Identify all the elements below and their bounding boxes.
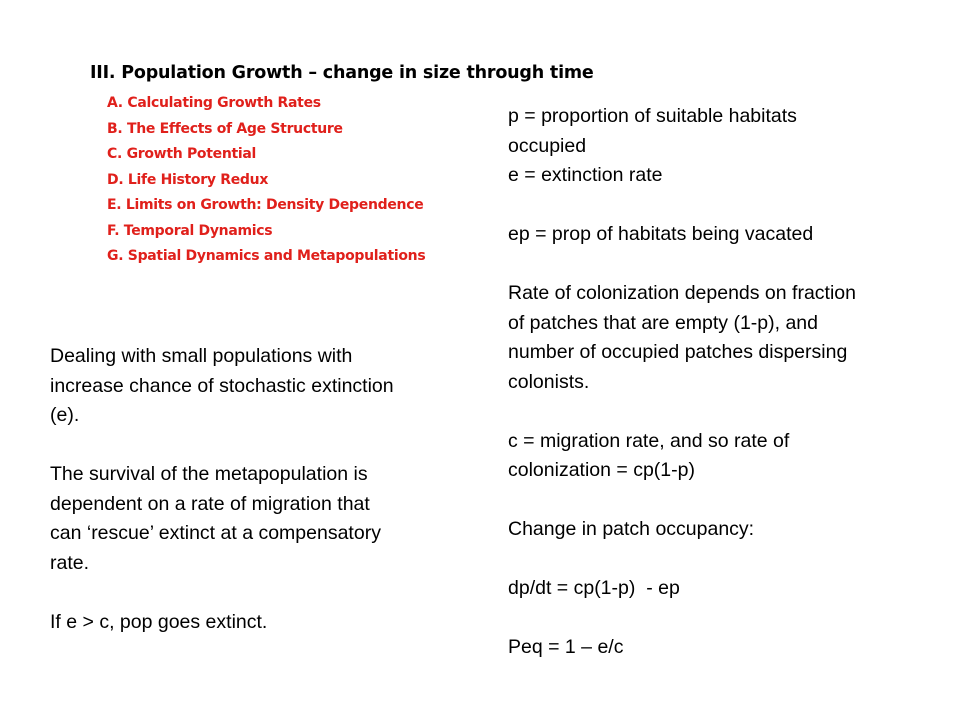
outline-list bbox=[107, 93, 425, 272]
e-definition: e = extinction rate bbox=[508, 164, 663, 186]
colonization-line-1: Rate of colonization depends on fraction bbox=[508, 282, 856, 304]
change-label: Change in patch occupancy: bbox=[508, 518, 755, 540]
survival-paragraph bbox=[50, 460, 490, 578]
survival-line-2: dependent on a rate of migration that bbox=[50, 492, 370, 515]
p-definition-line-2: occupied bbox=[508, 134, 587, 157]
outline-item-d: D. Life History Redux bbox=[107, 171, 269, 188]
outline-item-g: G. Spatial Dynamics and Metapopulations bbox=[107, 248, 426, 264]
c-definition-line-1: c = migration rate, and so rate of bbox=[508, 429, 790, 452]
c-definition-line-2: colonization = cp(1-p) bbox=[508, 459, 695, 481]
survival-line-4: rate. bbox=[50, 551, 90, 574]
small-populations-line-2: increase chance of stochastic extinction bbox=[50, 374, 394, 397]
rate-equation: dp/dt = cp(1-p) - ep bbox=[508, 577, 680, 599]
outline-item-f: F. Temporal Dynamics bbox=[107, 222, 273, 239]
outline-item-a: A. Calculating Growth Rates bbox=[107, 95, 321, 111]
outline-item-c: C. Growth Potential bbox=[107, 146, 257, 162]
small-populations-line-3: (e). bbox=[50, 404, 80, 426]
survival-line-3: can ‘rescue’ extinct at a compensatory bbox=[50, 522, 381, 544]
small-populations-paragraph bbox=[50, 342, 490, 431]
c-definition bbox=[508, 427, 948, 486]
outline-item-e: E. Limits on Growth: Density Dependence bbox=[107, 197, 424, 213]
colonization-line-4: colonists. bbox=[508, 370, 590, 393]
outline-item-b: B. The Effects of Age Structure bbox=[107, 120, 343, 137]
colonization-line-3: number of occupied patches dispersing bbox=[508, 341, 848, 363]
right-text-block bbox=[508, 102, 948, 663]
ep-definition: ep = prop of habitats being vacated bbox=[508, 223, 814, 245]
colonization-line-2: of patches that are empty (1-p), and bbox=[508, 311, 819, 334]
p-definition-line-1: p = proportion of suitable habitats bbox=[508, 105, 797, 127]
equilibrium-equation: Peq = 1 – e/c bbox=[508, 636, 624, 658]
small-populations-line-1: Dealing with small populations with bbox=[50, 345, 353, 367]
extinction-condition: If e > c, pop goes extinct. bbox=[50, 610, 268, 633]
slide-title: III. Population Growth – change in size through time bbox=[90, 63, 594, 83]
survival-line-1: The survival of the metapopulation is bbox=[50, 463, 368, 485]
left-text-block bbox=[50, 342, 490, 637]
colonization-paragraph bbox=[508, 279, 948, 397]
p-definition bbox=[508, 102, 948, 191]
